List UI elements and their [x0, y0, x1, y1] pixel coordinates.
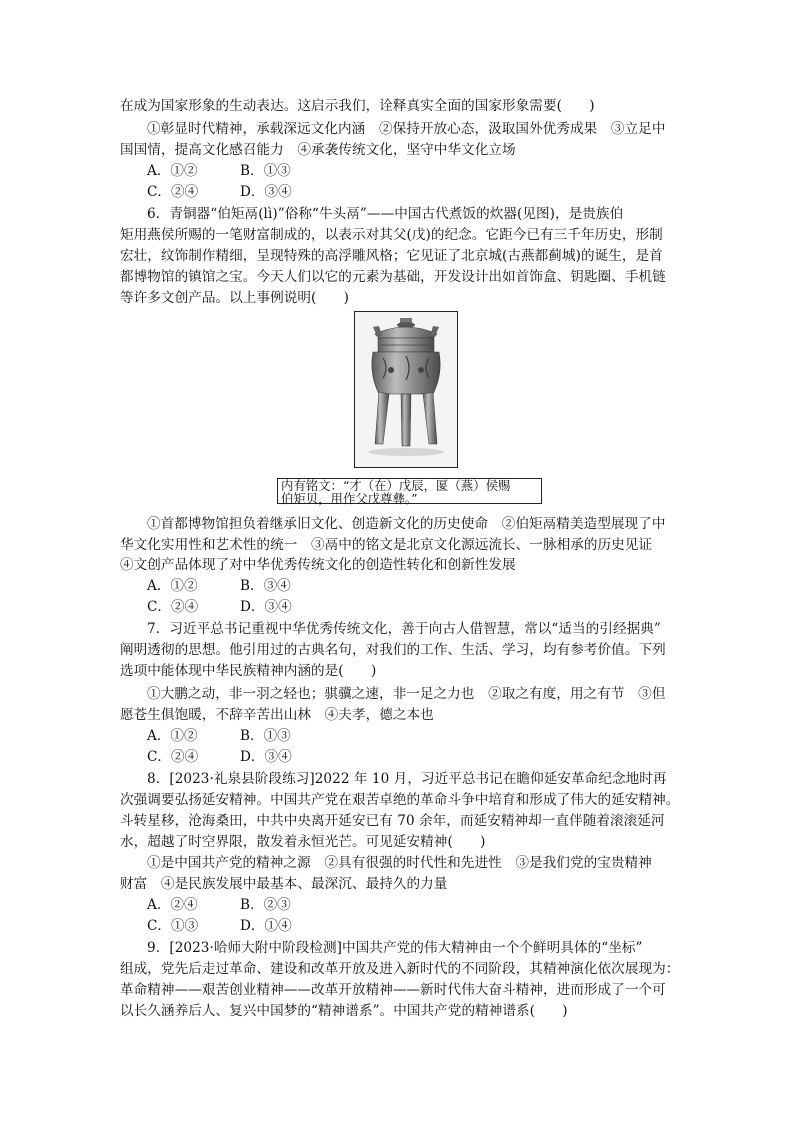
q5-items-line1: ①彰显时代精神，承载深远文化内涵 ②保持开放心态，汲取国外优秀成果 ③立足中 [147, 121, 666, 137]
q8-line4: 水，超越了时空界限，散发着永恒光芒。可见延安精神( ) [120, 834, 486, 850]
q7-items-line2: 愿苍生俱饱暖，不辞辛苦出山林 ④夫孝，德之本也 [120, 707, 434, 723]
q7-option-c[interactable]: C．②④ [147, 749, 199, 765]
q6-items-line3: ④文创产品体现了对中华优秀传统文化的创造性转化和创新性发展 [120, 557, 516, 573]
q7-options-row1 [147, 727, 291, 745]
q5-options-row2 [147, 183, 292, 201]
q9-line4: 以长久涵养后人、复兴中国梦的“精神谱系”。中国共产党的精神谱系( ) [120, 1003, 568, 1019]
q5-option-b[interactable]: B．①③ [240, 163, 291, 179]
q7-line3: 选项中能体现中华民族精神内涵的是( ) [120, 663, 377, 679]
q6-line4: 都博物馆的镇馆之宝。今天人们以它的元素为基础，开发设计出如首饰盒、钥匙圈、手机链 [120, 269, 666, 285]
q6-line1: 6．青铜器“伯矩鬲(lì)”俗称“牛头鬲”——中国古代煮饭的炊器(见图)，是贵族伯 [147, 206, 624, 222]
q6-option-c[interactable]: C．②④ [147, 599, 199, 615]
q6-options-row1 [147, 577, 291, 595]
q7-option-b[interactable]: B．①③ [240, 728, 291, 744]
q8-line3: 斗转星移，沧海桑田，中共中央离开延安已有 70 余年，而延安精神却一直伴随着滚滚延河 [120, 813, 665, 829]
q8-items-line1: ①是中国共产党的精神之源 ②具有很强的时代性和先进性 ③是我们党的宝贵精神 [147, 855, 652, 871]
q8-option-a[interactable]: A．②④ [147, 897, 198, 913]
q5-options-row1 [147, 162, 291, 180]
q8-option-c[interactable]: C．①③ [147, 918, 199, 934]
q8-option-b[interactable]: B．②③ [240, 897, 291, 913]
q6-line3: 宏壮，纹饰制作精细，呈现特殊的高浮雕风格；它见证了北京城(古燕都蓟城)的诞生，是首 [120, 248, 663, 264]
q5-lead-line: 在成为国家形象的生动表达。这启示我们，诠释真实全面的国家形象需要( ) [120, 98, 595, 114]
q8-line2: 次强调要弘扬延安精神。中国共产党在艰苦卓绝的革命斗争中培育和形成了伟大的延安精神。 [120, 792, 680, 808]
bronze-li-tripod-photo [354, 311, 458, 468]
q9-line3: 革命精神——艰苦创业精神——改革开放精神——新时代伟大奋斗精神，进而形成了一个可 [120, 982, 666, 998]
q5-option-c[interactable]: C．②④ [147, 184, 199, 200]
q8-option-d[interactable]: D．①④ [240, 918, 292, 934]
q8-items-line2: 财富 ④是民族发展中最基本、最深沉、最持久的力量 [120, 876, 448, 892]
q5-option-d[interactable]: D．③④ [240, 184, 292, 200]
q6-options-row2 [147, 598, 292, 616]
q6-items-line1: ①首都博物馆担负着继承旧文化、创造新文化的历史使命 ②伯矩鬲精美造型展现了中 [147, 516, 666, 532]
q8-options-row1 [147, 896, 291, 914]
q8-options-row2 [147, 917, 292, 935]
q6-line5: 等许多文创产品。以上事例说明( ) [120, 290, 350, 306]
q6-option-b[interactable]: B．③④ [240, 578, 291, 594]
q6-line2: 矩用燕侯所赐的一笔财富制成的，以表示对其父(戊)的纪念。它距今已有三千年历史，形制 [120, 227, 663, 243]
q7-options-row2 [147, 748, 292, 766]
figure-caption-box [277, 478, 542, 504]
q8-line1: 8．[2023·礼泉县阶段练习]2022 年 10 月，习近平总书记在瞻仰延安革命纪念地时再 [147, 771, 667, 787]
q5-option-a[interactable]: A．①② [147, 163, 198, 179]
q6-items-line2: 华文化实用性和艺术性的统一 ③鬲中的铭文是北京文化源远流长、一脉相承的历史见证 [120, 537, 653, 553]
q9-line1: 9．[2023·哈师大附中阶段检测]中国共产党的伟大精神由一个个鲜明具体的“坐标” [147, 940, 643, 956]
q7-items-line1: ①大鹏之动，非一羽之轻也；骐骥之速，非一足之力也 ②取之有度，用之有节 ③但 [147, 686, 666, 702]
q7-option-a[interactable]: A．①② [147, 728, 198, 744]
q6-option-a[interactable]: A．①② [147, 578, 198, 594]
q5-items-line2: 国国情，提高文化感召能力 ④承袭传统文化，坚守中华文化立场 [120, 142, 516, 158]
caption-line2: 伯矩贝，用作父戊尊彝。” [281, 491, 418, 506]
q7-option-d[interactable]: D．③④ [240, 749, 292, 765]
q9-line2: 组成，党先后走过革命、建设和改革开放及进入新时代的不同阶段，其精神演化依次展现为： [120, 961, 680, 977]
bronze-tripod-icon [355, 312, 457, 467]
q6-option-d[interactable]: D．③④ [240, 599, 292, 615]
caption-line1: 内有铭文：“才（在）戊辰，匽（燕）侯赐 [281, 478, 511, 493]
q7-line1: 7．习近平总书记重视中华优秀传统文化，善于向古人借智慧，常以“适当的引经据典” [147, 621, 661, 637]
q7-line2: 阐明透彻的思想。他引用过的古典名句，对我们的工作、生活、学习，均有参考价值。下列 [120, 642, 666, 658]
